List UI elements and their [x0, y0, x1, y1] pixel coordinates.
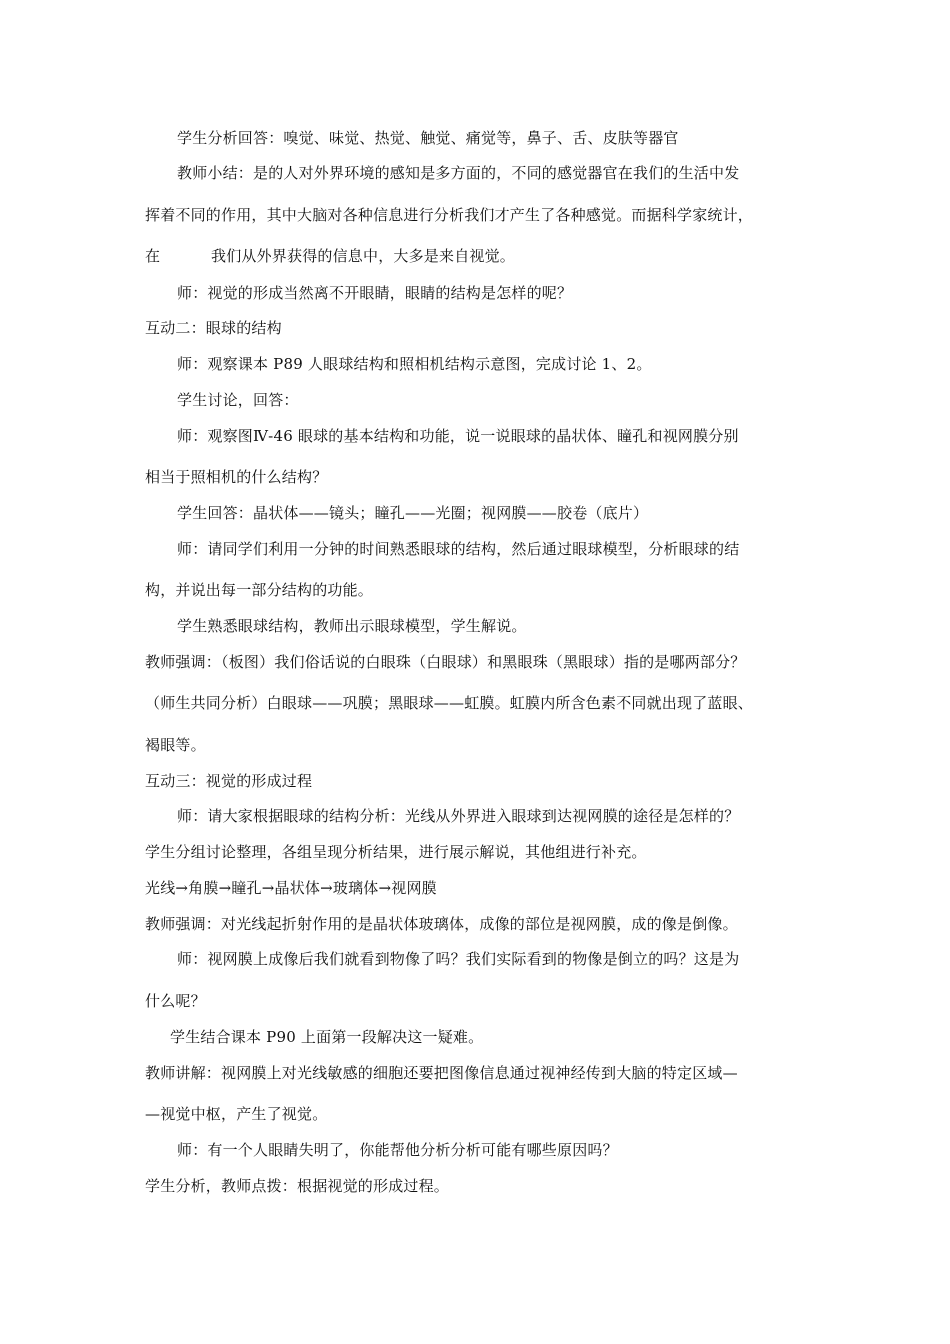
- text-line: 学生熟悉眼球结构，教师出示眼球模型，学生解说。: [177, 617, 527, 635]
- text-line: —视觉中枢，产生了视觉。: [145, 1105, 328, 1123]
- text-line: 教师讲解：视网膜上对光线敏感的细胞还要把图像信息通过视神经传到大脑的特定区域—: [145, 1064, 738, 1082]
- text-line: 相当于照相机的什么结构？: [145, 468, 328, 486]
- text-line: 教师强调：（板图）我们俗话说的白眼珠（白眼球）和黑眼珠（黑眼球）指的是哪两部分？: [145, 653, 746, 671]
- text-line: 学生分析回答：嗅觉、味觉、热觉、触觉、痛觉等，鼻子、舌、皮肤等器官: [177, 129, 679, 147]
- text-line: 师：观察图Ⅳ-46 眼球的基本结构和功能，说一说眼球的晶状体、瞳孔和视网膜分别: [177, 427, 739, 445]
- text-line: 师：视觉的形成当然离不开眼睛，眼睛的结构是怎样的呢？: [177, 284, 573, 302]
- text-line: 学生分组讨论整理，各组呈现分析结果，进行展示解说，其他组进行补充。: [145, 843, 647, 861]
- text-line: 师：观察课本 P89 人眼球结构和照相机结构示意图，完成讨论 1、2。: [177, 355, 652, 373]
- text-line: 教师小结：是的人对外界环境的感知是多方面的，不同的感觉器官在我们的生活中发: [177, 164, 740, 182]
- text-line: 学生回答：晶状体——镜头；瞳孔——光圈；视网膜——胶卷（底片）: [177, 504, 649, 522]
- text-line: 学生讨论，回答：: [177, 391, 299, 409]
- text-line: 学生结合课本 P90 上面第一段解决这一疑难。: [170, 1028, 484, 1046]
- section-heading: 互动三：视觉的形成过程: [145, 772, 313, 790]
- text-line: 师：有一个人眼睛失明了，你能帮他分析分析可能有哪些原因吗？: [177, 1141, 618, 1159]
- text-line: 师：视网膜上成像后我们就看到物像了吗？我们实际看到的物像是倒立的吗？这是为: [177, 950, 740, 968]
- text-line: 构，并说出每一部分结构的功能。: [145, 581, 374, 599]
- text-line: 什么呢？: [145, 992, 206, 1010]
- text-line: 褐眼等。: [145, 736, 206, 754]
- text-line: 我们从外界获得的信息中，大多是来自视觉。: [211, 247, 516, 265]
- text-line: 学生分析，教师点拨：根据视觉的形成过程。: [145, 1177, 450, 1195]
- text-line: 挥着不同的作用，其中大脑对各种信息进行分析我们才产生了各种感觉。而据科学家统计，: [145, 206, 754, 224]
- text-line: （师生共同分析）白眼球——巩膜；黑眼球——虹膜。虹膜内所含色素不同就出现了蓝眼、: [145, 694, 754, 712]
- text-line: 师：请大家根据眼球的结构分析：光线从外界进入眼球到达视网膜的途径是怎样的？: [177, 807, 740, 825]
- text-line: 师：请同学们利用一分钟的时间熟悉眼球的结构，然后通过眼球模型，分析眼球的结: [177, 540, 740, 558]
- text-line: 教师强调：对光线起折射作用的是晶状体玻璃体，成像的部位是视网膜，成的像是倒像。: [145, 915, 738, 933]
- section-heading: 互动二：眼球的结构: [145, 319, 282, 337]
- text-line: 在: [145, 247, 161, 265]
- text-line: 光线→角膜→瞳孔→晶状体→玻璃体→视网膜: [145, 879, 437, 897]
